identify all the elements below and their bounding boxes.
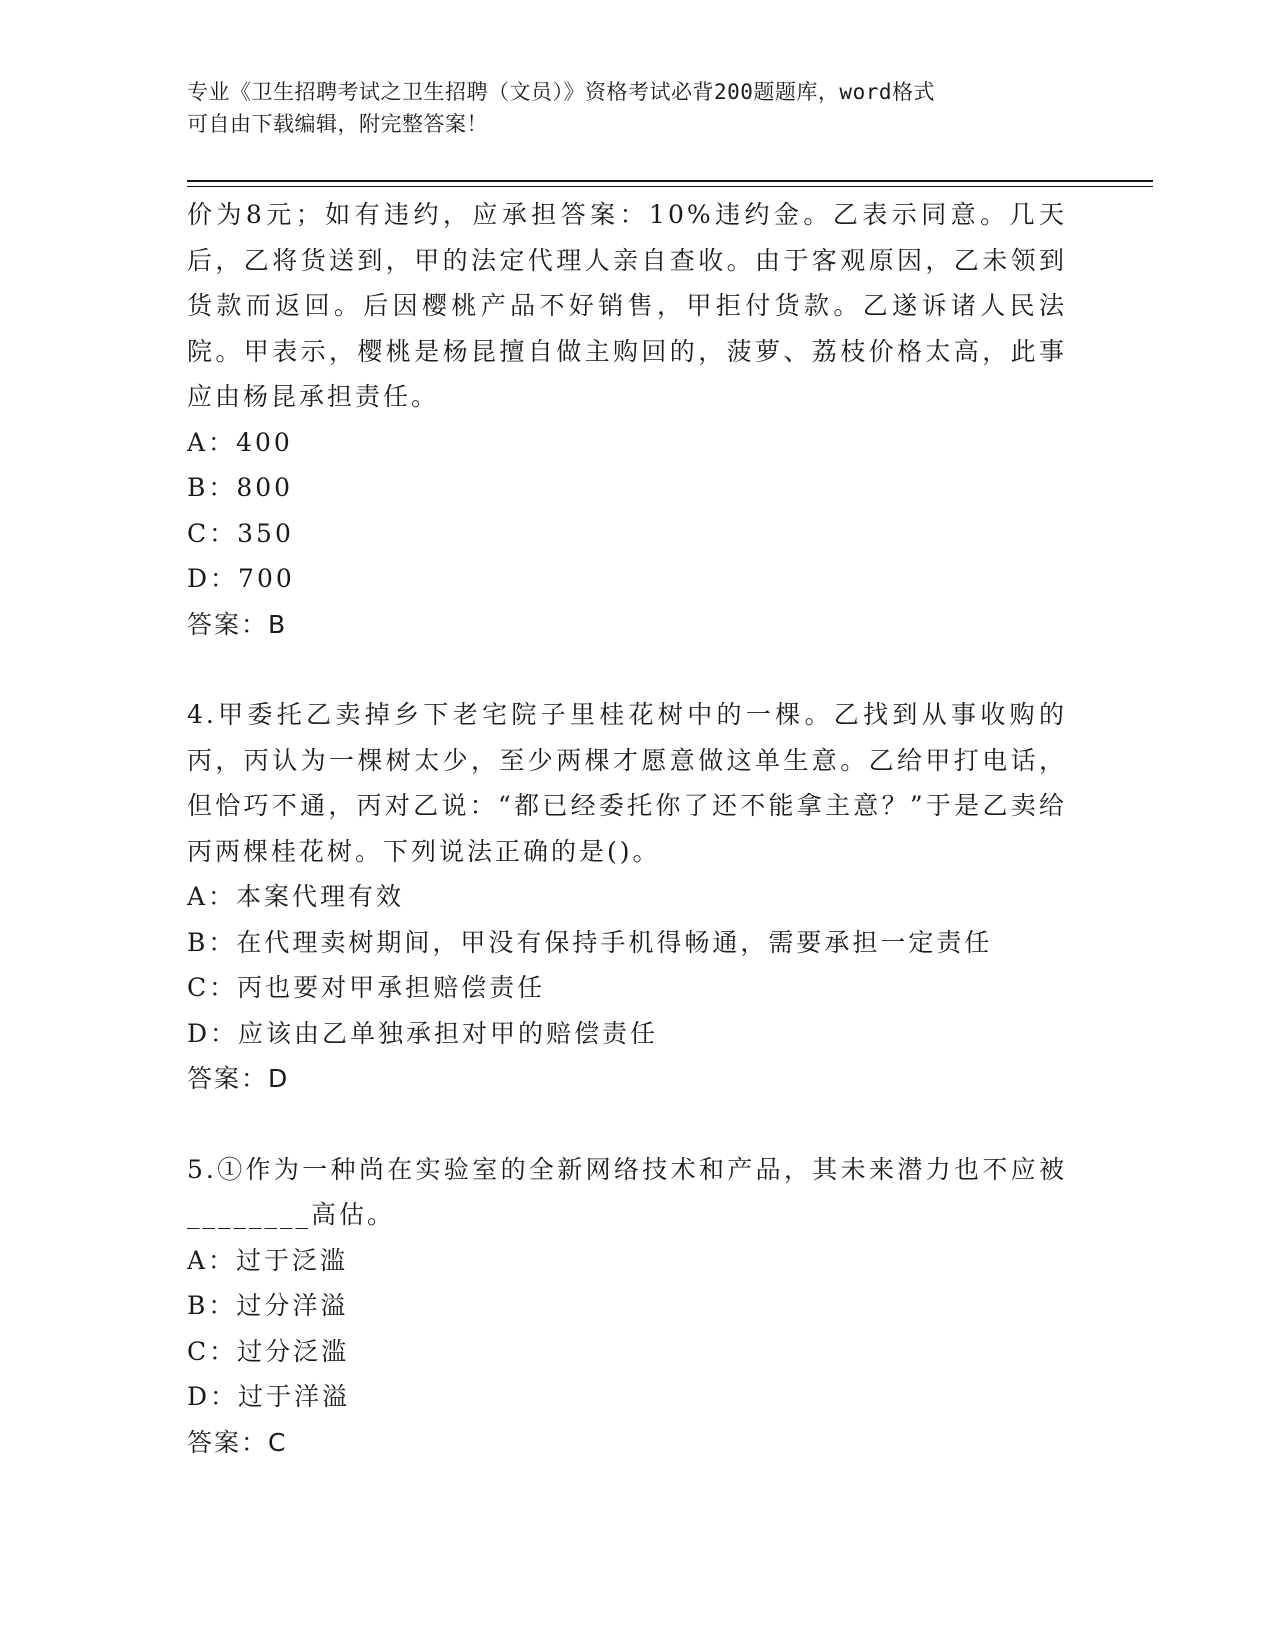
option-b: B：在代理卖树期间，甲没有保持手机得畅通，需要承担一定责任 — [187, 927, 993, 957]
option-d: D：应该由乙单独承担对甲的赔偿责任 — [187, 1018, 659, 1048]
question-stem: 5.①作为一种尚在实验室的全新网络技术和产品，其未来潜力也不应被________高估。 — [187, 1154, 1067, 1229]
question-4 — [187, 692, 1067, 1102]
option-a: A：本案代理有效 — [187, 882, 405, 911]
answer-line: 答案：C — [187, 1427, 288, 1457]
option-c: C：丙也要对甲承担赔偿责任 — [187, 973, 546, 1002]
option-b: B：800 — [187, 473, 294, 502]
question-gap — [187, 1102, 1067, 1147]
question-gap — [187, 647, 1067, 692]
header-line-1: 专业《卫生招聘考试之卫生招聘（文员）》资格考试必背200题题库，word格式 — [187, 80, 935, 104]
page-content — [187, 192, 1067, 1465]
header-rule-thin — [187, 186, 1153, 187]
question-5 — [187, 1147, 1067, 1466]
option-a: A：400 — [187, 427, 293, 457]
question-3 — [187, 192, 1067, 647]
question-stem: 价为8元；如有违约，应承担答案：10%违约金。乙表示同意。几天后，乙将货送到，甲的法定代理人亲自查收。由于客观原因，乙未领到货款而返回。后因樱桃产品不好销售，甲拒付货款。乙遂诉诸人民法院。甲表示，樱桃是杨昆擅自做主购回的，菠萝、荔枝价格太高，此事应由杨昆承担责任。 — [187, 200, 1067, 411]
question-stem: 4.甲委托乙卖掉乡下老宅院子里桂花树中的一棵。乙找到从事收购的丙，丙认为一棵树太少，至少两棵才愿意做这单生意。乙给甲打电话，但恰巧不通，丙对乙说：“都已经委托你了还不能拿主意？”于是乙卖给丙两棵桂花树。下列说法正确的是()。 — [187, 700, 1067, 866]
header-rule-thick — [187, 180, 1153, 182]
document-header — [187, 76, 1087, 140]
option-a: A：过于泛滥 — [187, 1245, 349, 1275]
option-d: D：过于洋溢 — [187, 1382, 351, 1411]
option-c: C：过分泛滥 — [187, 1336, 350, 1366]
answer-line: 答案：D — [187, 1064, 290, 1093]
header-line-2: 可自由下载编辑，附完整答案！ — [187, 112, 488, 136]
answer-line: 答案：B — [187, 609, 288, 639]
option-d: D：700 — [187, 564, 295, 593]
option-b: B：过分洋溢 — [187, 1291, 349, 1320]
option-c: C：350 — [187, 518, 294, 548]
